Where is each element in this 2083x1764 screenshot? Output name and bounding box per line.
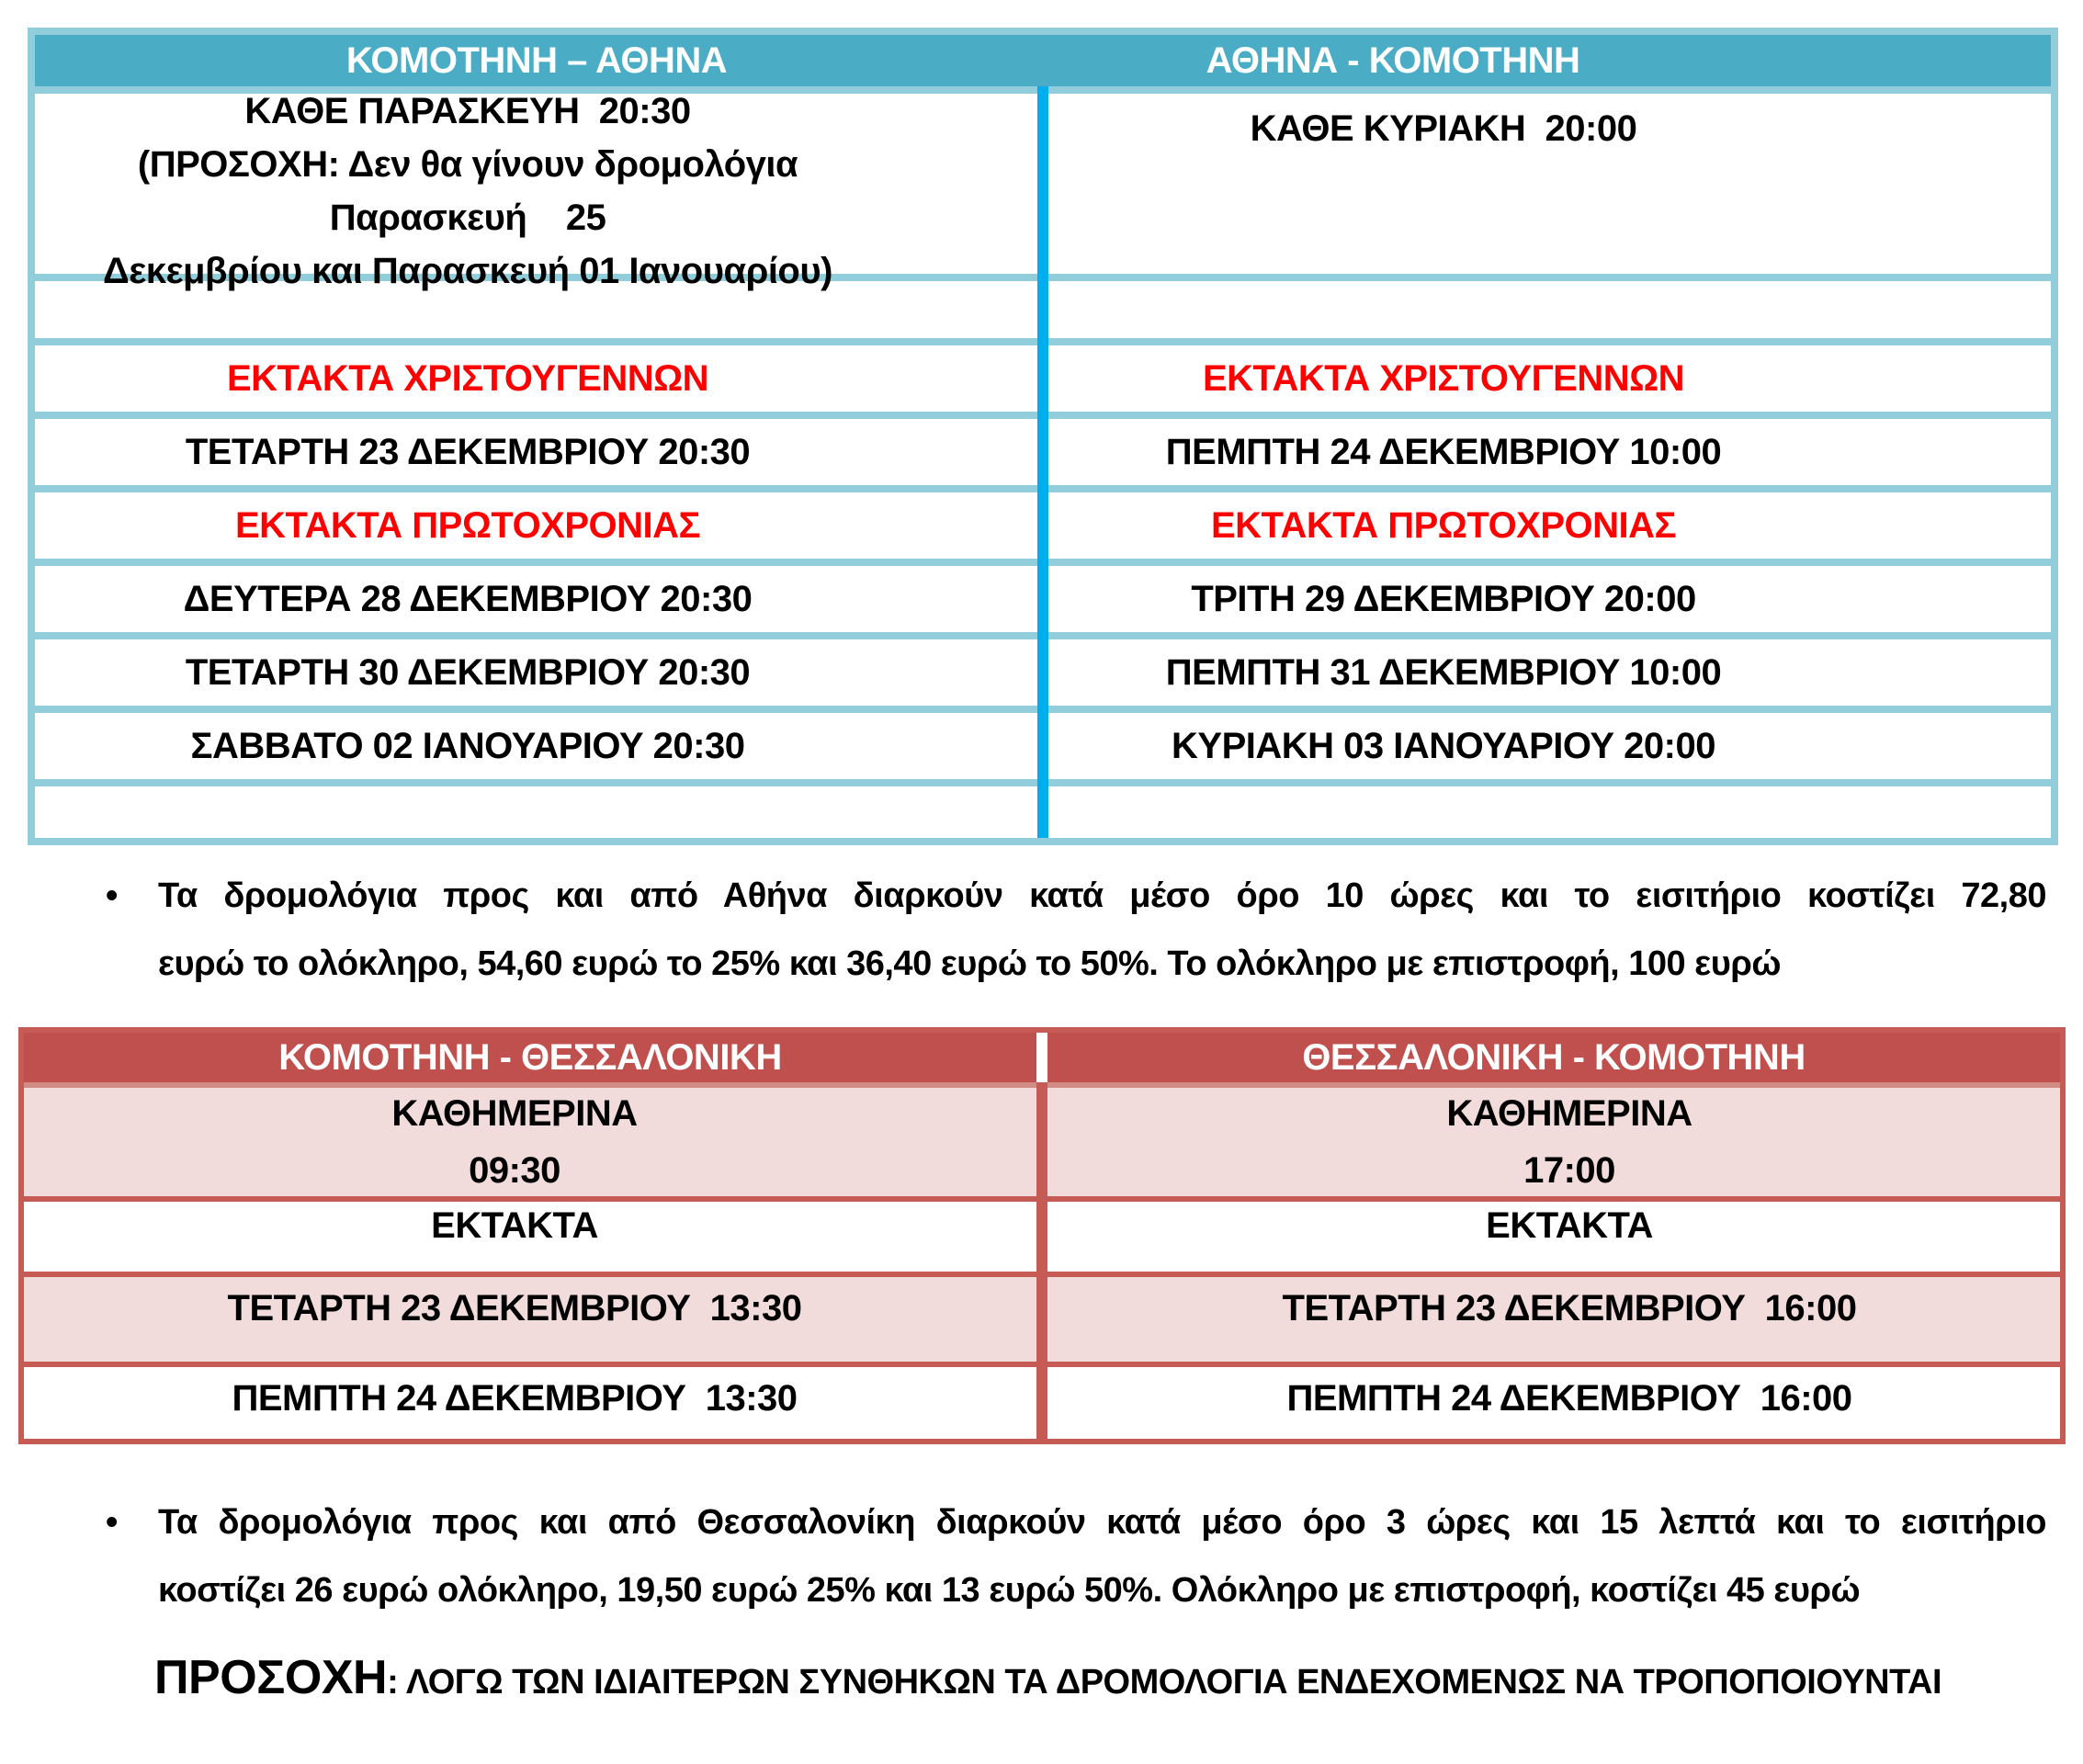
thessaloniki-table-header-row [24, 1033, 2060, 1082]
daily-time: 17:00 [1523, 1150, 1615, 1191]
schedule-cell: ΣΑΒΒΑΤΟ 02 ΙΑΝΟΥΑΡΙΟΥ 20:30 [190, 725, 745, 766]
schedule-cell: ΔΕΥΤΕΡΑ 28 ΔΕΚΕΜΒΡΙΟΥ 20:30 [183, 578, 753, 619]
header-komotini-athina: ΚΟΜΟΤΗΝΗ – ΑΘΗΝΑ [345, 40, 728, 81]
column-divider [1036, 1082, 1047, 1439]
thessaloniki-fare-note [106, 1488, 2046, 1624]
schedule-cell [35, 786, 1011, 838]
athens-fare-note [106, 862, 2046, 998]
schedule-cell: ΠΕΜΠΤΗ 24 ΔΕΚΕΜΒΡΙΟΥ 10:00 [1165, 431, 1722, 472]
schedule-cell: ΤΕΤΑΡΤΗ 23 ΔΕΚΕΜΒΡΙΟΥ 13:30 [227, 1288, 802, 1329]
thessaloniki-schedule-table [18, 1027, 2066, 1444]
daily-label: ΚΑΘΗΜΕΡΙΝΑ [391, 1093, 638, 1134]
fare-note-line: Τα δρομολόγια προς και από Θεσσαλονίκη διαρκούν κατά μέσο όρο 3 ώρες και 15 λεπτά και το εισιτήριο [158, 1503, 2046, 1542]
schedule-cell [35, 281, 1011, 338]
daily-time: 09:30 [469, 1150, 560, 1191]
thessaloniki-table-body [24, 1082, 2060, 1439]
attention-warning [154, 1650, 1941, 1705]
header-athina-komotini: ΑΘΗΝΑ - ΚΟΜΟΤΗΝΗ [1206, 40, 1580, 81]
schedule-cell: ΠΕΜΠΤΗ 24 ΔΕΚΕΜΒΡΙΟΥ 16:00 [1286, 1378, 1852, 1419]
special-label: ΕΚΤΑΚΤΑ [431, 1205, 598, 1246]
schedule-cell: ΤΕΤΑΡΤΗ 23 ΔΕΚΕΜΒΡΙΟΥ 20:30 [185, 431, 751, 472]
schedule-warning-line: (ΠΡΟΣΟΧΗ: Δεν θα γίνουν δρομολόγια Παρασκευή 25 [137, 144, 798, 238]
schedule-cell: ΚΥΡΙΑΚΗ 03 ΙΑΝΟΥΑΡΙΟΥ 20:00 [1172, 725, 1715, 766]
attention-text: : ΛΟΓΩ ΤΩΝ ΙΔΙΑΙΤΕΡΩΝ ΣΥΝΘΗΚΩΝ ΤΑ ΔΡΟΜΟΛΟΓΙΑ ΕΝΔΕΧΟΜΕΝΩΣ ΝΑ ΤΡΟΠΟΠΟΙΟΥΝΤΑΙ [387, 1663, 1942, 1702]
daily-schedule-cell [1079, 1088, 2060, 1196]
daily-schedule-cell [24, 1088, 1079, 1196]
special-christmas-label: ΕΚΤΑΚΤΑ ΧΡΙΣΤΟΥΓΕΝΝΩΝ [226, 357, 709, 399]
header-thessaloniki-komotini: ΘΕΣΣΑΛΟΝΙΚΗ - ΚΟΜΟΤΗΝΗ [1302, 1036, 1806, 1078]
schedule-cell [1011, 281, 2051, 338]
schedule-cell [35, 91, 1011, 291]
schedule-cell: ΠΕΜΠΤΗ 24 ΔΕΚΕΜΒΡΙΟΥ 13:30 [232, 1378, 798, 1419]
bullet-icon: • [106, 1503, 118, 1542]
special-label: ΕΚΤΑΚΤΑ [1486, 1205, 1653, 1246]
schedule-cell: ΤΕΤΑΡΤΗ 23 ΔΕΚΕΜΒΡΙΟΥ 16:00 [1282, 1288, 1857, 1329]
special-newyear-label: ΕΚΤΑΚΤΑ ΠΡΩΤΟΧΡΟΝΙΑΣ [1210, 504, 1677, 546]
special-christmas-label: ΕΚΤΑΚΤΑ ΧΡΙΣΤΟΥΓΕΝΝΩΝ [1202, 357, 1685, 399]
column-divider [1037, 86, 1048, 838]
athens-table-body [35, 86, 2051, 838]
schedule-cell [1011, 786, 2051, 838]
fare-note-line: Τα δρομολόγια προς και από Αθήνα διαρκούν κατά μέσο όρο 10 ώρες και το εισιτήριο κοστίζει 72,80 [158, 876, 2046, 915]
athens-fare-text [158, 862, 2046, 998]
schedule-cell: ΤΡΙΤΗ 29 ΔΕΚΕΜΒΡΙΟΥ 20:00 [1191, 578, 1696, 619]
daily-label: ΚΑΘΗΜΕΡΙΝΑ [1446, 1093, 1692, 1134]
header-komotini-thessaloniki: ΚΟΜΟΤΗΝΗ - ΘΕΣΣΑΛΟΝΙΚΗ [278, 1036, 782, 1078]
fare-note-line: ευρώ το ολόκληρο, 54,60 ευρώ το 25% και 36,40 ευρώ το 50%. Το ολόκληρο με επιστροφή, 100 ευρώ [158, 944, 1781, 983]
fare-note-line: κοστίζει 26 ευρώ ολόκληρο, 19,50 ευρώ 25% και 13 ευρώ 50%. Ολόκληρο με επιστροφή, κοστίζει 45 ευρώ [158, 1571, 1861, 1610]
special-newyear-label: ΕΚΤΑΚΤΑ ΠΡΩΤΟΧΡΟΝΙΑΣ [234, 504, 701, 546]
athens-schedule-table [28, 28, 2058, 845]
schedule-line: ΚΑΘΕ ΠΑΡΑΣΚΕΥΗ 20:30 [244, 91, 691, 131]
schedule-cell: ΚΑΘΕ ΚΥΡΙΑΚΗ 20:00 [1250, 108, 1637, 149]
header-divider [1036, 1033, 1047, 1082]
schedule-cell: ΤΕΤΑΡΤΗ 30 ΔΕΚΕΜΒΡΙΟΥ 20:30 [185, 651, 751, 693]
athens-table-header-row [35, 35, 2051, 86]
schedule-warning-line: Δεκεμβρίου και Παρασκευή 01 Ιανουαρίου) [103, 251, 832, 291]
thessaloniki-fare-text [158, 1488, 2046, 1624]
bullet-icon: • [106, 876, 118, 915]
schedule-cell: ΠΕΜΠΤΗ 31 ΔΕΚΕΜΒΡΙΟΥ 10:00 [1165, 651, 1722, 693]
attention-label: ΠΡΟΣΟΧΗ [154, 1651, 388, 1704]
